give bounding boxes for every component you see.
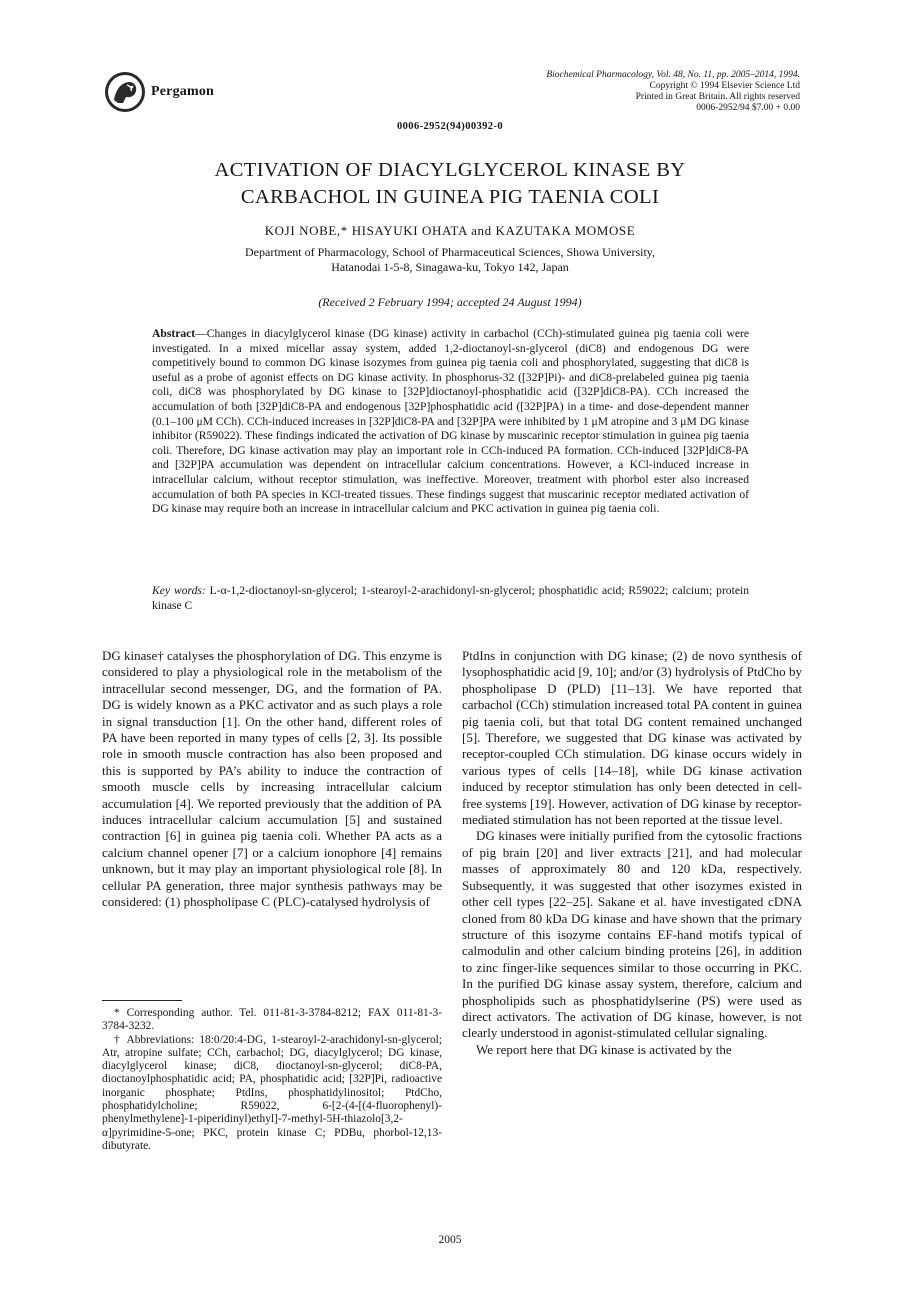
publisher-name: Pergamon [151, 84, 215, 99]
price-line: 0006-2952/94 $7.00 + 0.00 [696, 103, 800, 113]
abstract-text: —Changes in diacylglycerol kinase (DG kinase) activity in carbachol (CCh)-stimulated guinea pig taenia coli were investigated. In a mixed micellar assay system, added 1,2-dioctanoyl-sn-glycerol (diC8) and endogenous DG were competitively bound to common DG kinase isozymes from guinea pig taenia coli and phosphorylated, suggesting that diC8 is useful as a probe of agonist effects on DG kinase activity. In phosphorus-32 ([32P]Pi)- and diC8-prelabeled guinea pig taenia coli, diC8 was phosphorylated by DG kinase to [32P]dioctanoyl-phosphatidic acid ([32P]diC8-PA). CCh increased the accumulation of both [32P]diC8-PA and endogenous [32P]phosphatidic acid ([32P]PA) in a time- and dose-dependent manner (0.1–100 μM CCh). CCh-induced increases in [32P]diC8-PA and [32P]PA were inhibited by 1 μM atropine and 3 μM DG kinase inhibitor (R59022). These findings indicated the activation of DG kinase by muscarinic receptor stimulation in guinea pig taenia coli. Therefore, DG kinase activation may play an important role in CCh-induced PA formation. CCh-induced [32P]diC8-PA and [32P]PA accumulation was dependent on intracellular calcium concentrations. However, a KCl-induced increase in intracellular calcium, without receptor stimulation, was ineffective. Moreover, treatment with phorbol ester also increased accumulation of both PA species in KCl-treated tissues. These findings suggest that muscarinic receptor mediated activation of DG kinase may require both an increase in intracellular calcium and PKC activation in guinea pig taenia coli. [152, 327, 749, 516]
body-paragraph: DG kinases were initially purified from the cytosolic fractions of pig brain [20] and liver extracts [21], and had molecular masses of approximately 80 and 120 kDa, respectively. Subsequently, it was suggested that other isozymes existed in other cell types [22–25]. Sakane et al. have investigated cDNA cloned from 80 kDa DG kinase and have shown that the primary structure of this isozyme contains EF-hand motifs typical of calmodulin and other calcium binding proteins [26], in addition to zinc finger-like sequences similar to those occurring in PKC. In the purified DG kinase assay system, therefore, calcium and phospholipids such as phosphatidylserine (PS) were used as direct activators. The activation of DG kinase, however, is not clearly understood in agonist-stimulated cellular signaling. [462, 828, 802, 1041]
affiliation [0, 245, 900, 275]
footnotes [102, 1007, 442, 1153]
abstract-label: Abstract [152, 327, 196, 340]
document-id: 0006-2952(94)00392-0 [397, 121, 503, 132]
footnote-divider [102, 1000, 182, 1001]
body-column-left [102, 648, 442, 911]
keywords [152, 584, 749, 613]
article-title [0, 157, 900, 211]
affiliation-line-1: Department of Pharmacology, School of Pharmaceutical Sciences, Showa University, [245, 245, 655, 259]
printed-line: Printed in Great Britain. All rights reserved [635, 92, 800, 102]
body-column-right [462, 648, 802, 1058]
journal-info [546, 70, 800, 114]
footnote-corresponding-author: * Corresponding author. Tel. 011-81-3-3784-8212; FAX 011-81-3-3784-3232. [102, 1007, 442, 1033]
page-number: 2005 [438, 1234, 462, 1246]
keywords-label: Key words: [152, 584, 206, 597]
copyright-line: Copyright © 1994 Elsevier Science Ltd [649, 81, 800, 91]
authors: KOJI NOBE,* HISAYUKI OHATA and KAZUTAKA MOMOSE [264, 223, 636, 238]
title-line-1: ACTIVATION OF DIACYLGLYCEROL KINASE BY [214, 159, 686, 181]
affiliation-line-2: Hatanodai 1-5-8, Sinagawa-ku, Tokyo 142, Japan [331, 260, 569, 274]
keywords-text: L-α-1,2-dioctanoyl-sn-glycerol; 1-stearoyl-2-arachidonyl-sn-glycerol; phosphatidic acid; R59022; calcium; protein kinase C [152, 584, 749, 612]
footnote-abbreviations: † Abbreviations: 18:0/20:4-DG, 1-stearoyl-2-arachidonyl-sn-glycerol; Atr, atropine sulfate; CCh, carbachol; DG, diacylglycerol; DG kinase, diacylglycerol kinase; diC8, dioctanoyl-sn-glycerol; diC8-PA, dioctanoylphosphatidic acid; PA, phosphatidic acid; [32P]Pi, radioactive inorganic phosphate; PtdIns, phosphatidylinositol; PtdCho, phosphatidylcholine; R59022, 6-[2-(4-[(4-fluorophenyl)-phenylmethylene]-1-piperidinyl)ethyl]-7-methyl-5H-thiazolo[3,2-α]pyrimidine-5-one; PKC, protein kinase C; PDBu, phorbol-12,13-dibutyrate. [102, 1033, 442, 1152]
body-paragraph: DG kinase† catalyses the phosphorylation of DG. This enzyme is considered to play a physiological role in the metabolism of the intracellular second messenger, DG, and the formation of PA. DG is widely known as a PKC activator and as such plays a role in signal transduction [1]. On the other hand, different roles of PA have been reported in many types of cells [2, 3]. Its possible role in smooth muscle contraction has also been proposed and this is supported by PA’s ability to induce the contraction of smooth muscle cells by increasing intracellular calcium accumulation [4]. We reported previously that the addition of PA induces intracellular calcium accumulation [5] and sustained contraction [6] in guinea pig taenia coli. Whether PA acts as a calcium channel opener [7] or a calcium ionophore [4] remains unknown, but it may play an important physiological role [8]. In cellular PA generation, three major synthesis pathways may be considered: (1) phospholipase C (PLC)-catalysed hydrolysis of [102, 648, 442, 910]
journal-citation: Biochemical Pharmacology, Vol. 48, No. 11, pp. 2005–2014, 1994. [546, 70, 800, 80]
abstract [152, 327, 749, 517]
received-dates: (Received 2 February 1994; accepted 24 August 1994) [318, 295, 582, 309]
body-paragraph: PtdIns in conjunction with DG kinase; (2) de novo synthesis of lysophosphatidic acid [9, 10]; and/or (3) hydrolysis of PtdCho by phospholipase D (PLD) [11–13]. We have reported that carbachol (CCh) stimulation increased total PA content in guinea pig taenia coli, but that total DG content remained unchanged [5]. Therefore, we suggested that DG kinase was activated by receptor-coupled CCh stimulation. DG kinase occurs widely in various types of cells [14–18], while DG kinase activation induced by receptor stimulation has only been detected in cell-free systems [19]. However, activation of DG kinase by receptor-mediated stimulation has not been reported at the tissue level. [462, 648, 802, 828]
pergamon-logo-icon [103, 70, 147, 114]
body-paragraph: We report here that DG kinase is activated by the [476, 1041, 732, 1057]
title-line-2: CARBACHOL IN GUINEA PIG TAENIA COLI [240, 186, 660, 208]
